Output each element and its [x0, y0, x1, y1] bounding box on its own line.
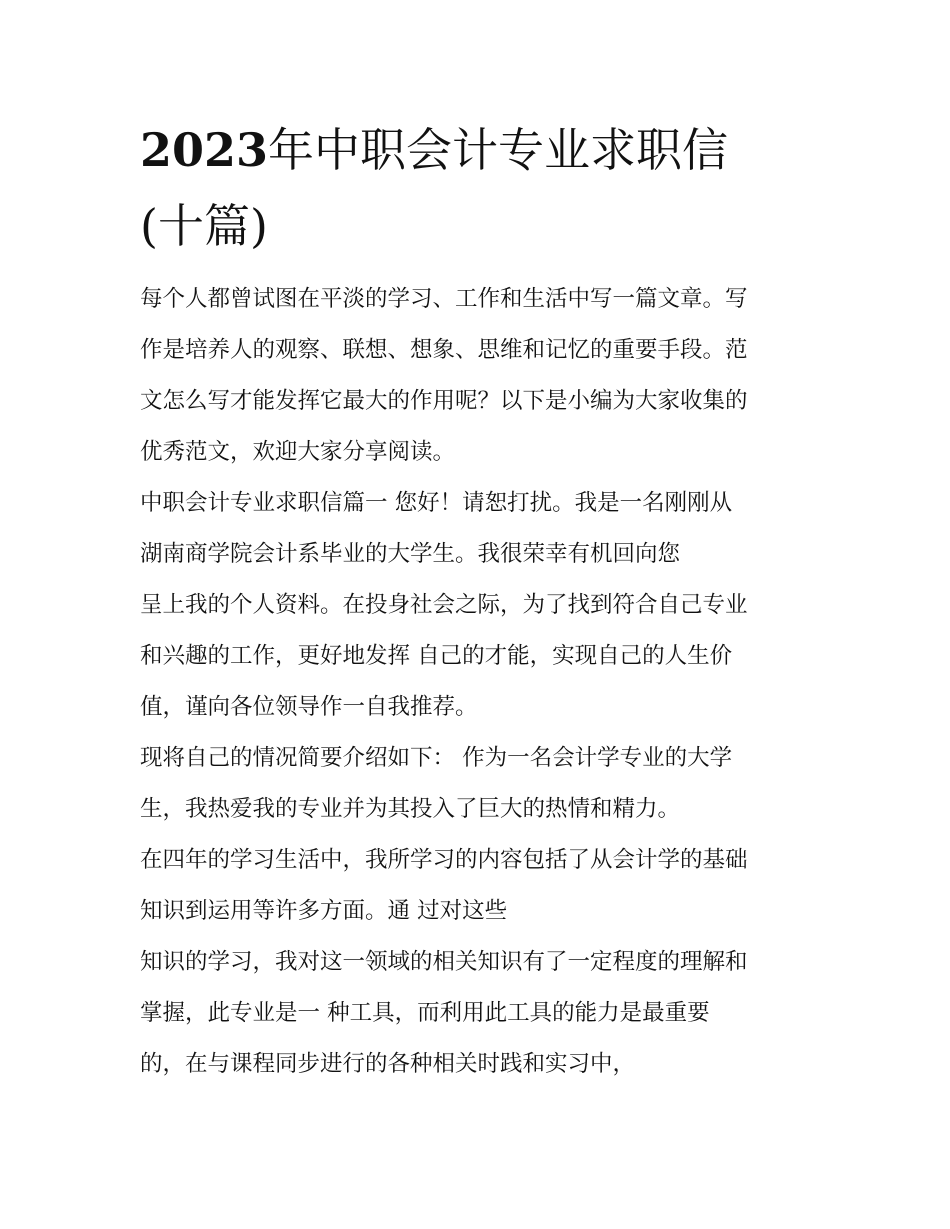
title-main-text: 年中职会计专业求职信	[268, 123, 729, 177]
text-line: 每个人都曾试图在平淡的学习、工作和生活中写一篇文章。写	[140, 286, 748, 312]
text-line: 掌握，此专业是一 种工具，而利用此工具的能力是最重要	[140, 1000, 710, 1026]
text-line: 在四年的学习生活中，我所学习的内容包括了从会计学的基础	[140, 847, 748, 873]
title-line-2: (十篇)	[140, 199, 268, 253]
text-line: 知识到运用等许多方面。通 过对这些	[140, 898, 508, 924]
text-line: 湖南商学院会计系毕业的大学生。我很荣幸有机回向您	[140, 541, 681, 567]
text-line: 文怎么写才能发挥它最大的作用呢？以下是小编为大家收集的	[140, 388, 748, 414]
text-line: 作是培养人的观察、联想、想象、思维和记忆的重要手段。范	[140, 337, 748, 363]
text-line: 的，在与课程同步进行的各种相关时践和实习中，	[140, 1051, 636, 1077]
text-line: 呈上我的个人资料。在投身社会之际，为了找到符合自己专业	[140, 592, 748, 618]
text-line: 生，我热爱我的专业并为其投入了巨大的热情和精力。	[140, 796, 681, 822]
title-year: 2023	[140, 123, 269, 177]
text-line: 优秀范文，欢迎大家分享阅读。	[140, 439, 456, 465]
text-line: 知识的学习，我对这一领域的相关知识有了一定程度的理解和	[140, 949, 748, 975]
text-line: 中职会计专业求职信篇一 您好！请恕打扰。我是一名刚刚从	[140, 490, 733, 516]
text-line: 值，谨向各位领导作一自我推荐。	[140, 694, 478, 720]
text-line: 和兴趣的工作，更好地发挥 自己的才能，实现自己的人生价	[140, 643, 733, 669]
document-title	[140, 112, 820, 264]
title-line-1	[140, 112, 820, 188]
text-line: 现将自己的情况简要介绍如下： 作为一名会计学专业的大学	[140, 745, 733, 771]
document-body	[140, 274, 830, 1090]
